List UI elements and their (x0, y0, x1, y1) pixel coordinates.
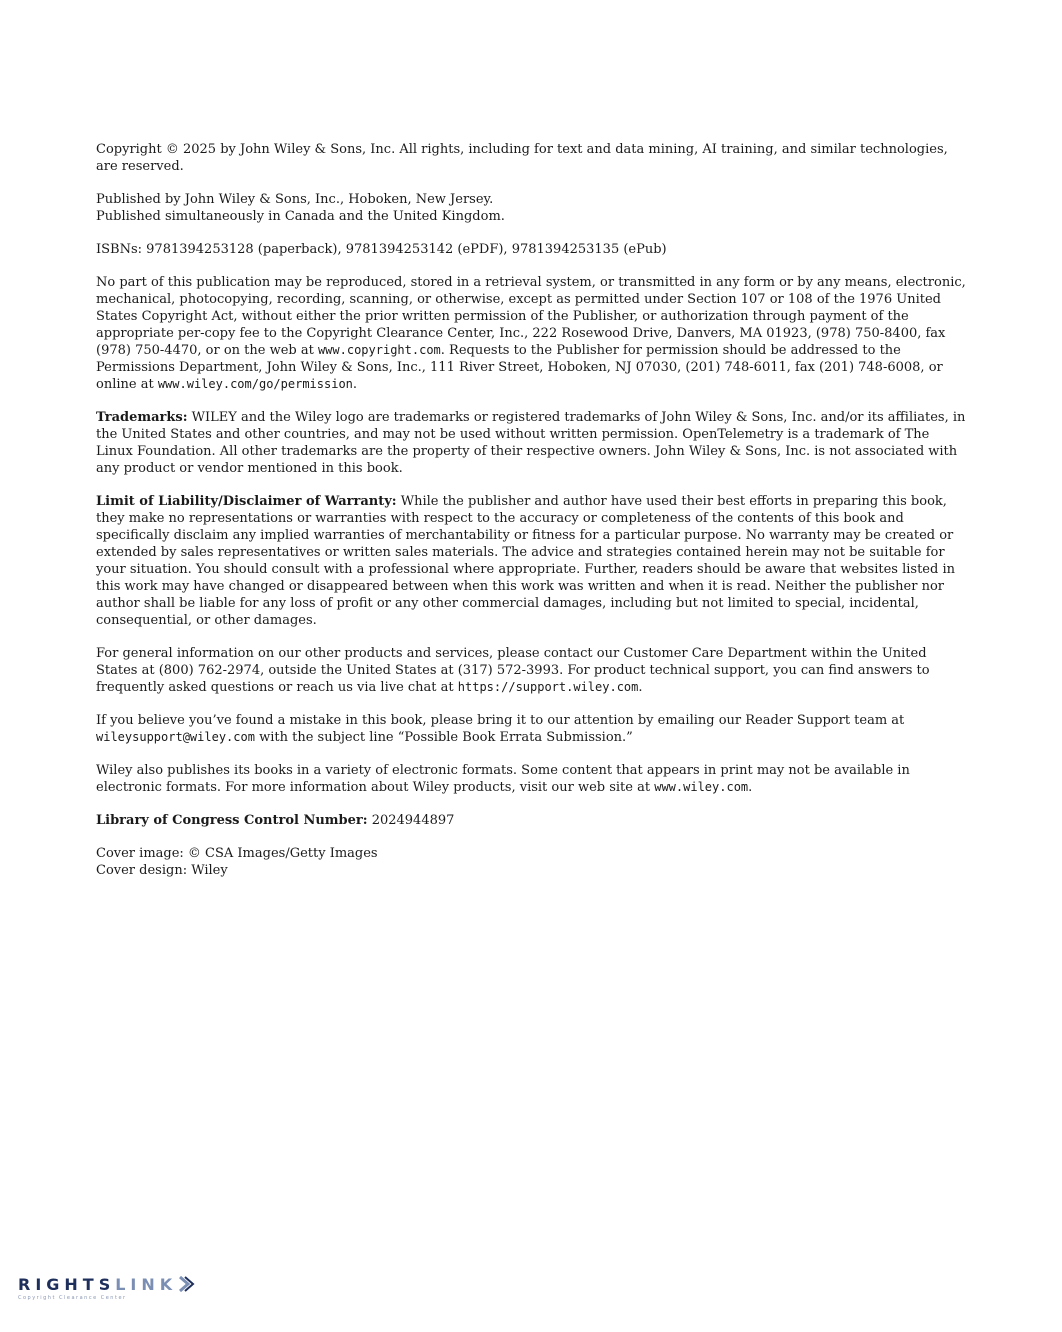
support-email[interactable]: wileysupport@wiley.com (96, 730, 255, 744)
trademarks-paragraph: Trademarks: WILEY and the Wiley logo are trademarks or registered trademarks of John Wiley & Sons, Inc. and/or its affiliates, in the United States and other countries, and may not be used without written permission. OpenTelemetry is a trademark of The Linux Foundation. All other trademarks are the property of their respective owners. John Wiley & Sons, Inc. is not associated with any product or vendor mentioned in this book. (96, 410, 966, 476)
logo-link-text: LINK (115, 1274, 178, 1294)
isbn-line: ISBNs: 9781394253128 (paperback), 9781394253142 (ePDF), 9781394253135 (ePub) (96, 242, 667, 257)
liability-paragraph: Limit of Liability/Disclaimer of Warranty: While the publisher and author have used their best efforts in preparing this book, they make no representations or warranties with respect to the accuracy or completeness of the contents of this book and specifically disclaim any implied warranties of merchantability or fitness for a particular purpose. No warranty may be created or extended by sales representatives or written sales materials. The advice and strategies contained herein may not be suitable for your situation. You should consult with a professional where appropriate. Further, readers should be aware that websites listed in this work may have changed or disappeared between when this work was written and when it is read. Neither the publisher nor author shall be liable for any loss of profit or any other commercial damages, including but not limited to special, incidental, consequential, or other damages. (96, 494, 955, 628)
rightslink-logo (18, 1274, 248, 1304)
support-url[interactable]: https://support.wiley.com (457, 680, 639, 694)
cover-image-credit: Cover image: © CSA Images/Getty Images (96, 846, 378, 861)
formats-paragraph: Wiley also publishes its books in a variety of electronic formats. Some content that appears in print may not be available in electronic formats. For more information about Wiley products, visit our web site at www.wiley.com. (96, 763, 910, 795)
liability-label: Limit of Liability/Disclaimer of Warranty: (96, 494, 397, 509)
cover-design-credit: Cover design: Wiley (96, 863, 228, 878)
errata-paragraph: If you believe you’ve found a mistake in this book, please bring it to our attention by emailing our Reader Support team at wileysupport@wiley.com with the subject line “Possible Book Errata Submission.” (96, 713, 905, 745)
wiley-url[interactable]: www.wiley.com (654, 780, 749, 794)
permissions-paragraph: No part of this publication may be reproduced, stored in a retrieval system, or transmitted in any form or by any means, electronic, mechanical, photocopying, recording, scanning, or otherwise, except as permitted under Section 107 or 108 of the 1976 United States Copyright Act, without either the prior written permission of the Publisher, or authorization through payment of the appropriate per-copy fee to the Copyright Clearance Center, Inc., 222 Rosewood Drive, Danvers, MA 01923, (978) 750-8400, fax (978) 750-4470, or on the web at www.copyright.com. Requests to the Publisher for permission should be addressed to the Permissions Department, John Wiley & Sons, Inc., 111 River Street, Hoboken, NJ 07030, (201) 748-6011, fax (201) 748-6008, or online at www.wiley.com/go/permission. (96, 275, 966, 392)
loc-value: 2024944897 (367, 813, 455, 828)
loc-line (96, 812, 966, 829)
trademarks-label: Trademarks: (96, 410, 188, 425)
permission-url[interactable]: www.wiley.com/go/permission (157, 377, 353, 391)
loc-label: Library of Congress Control Number: (96, 813, 368, 828)
chevron-icon (177, 1274, 195, 1294)
general-info-paragraph: For general information on our other products and services, please contact our Customer Care Department within the United States at (800) 762-2974, outside the United States at (317) 572-3993. For product technical support, you can find answers to frequently asked questions or reach us via live chat at https://support.wiley.com. (96, 646, 930, 695)
copyright-notice: Copyright © 2025 by John Wiley & Sons, Inc. All rights, including for text and data mining, AI training, and similar technologies, are reserved. (96, 142, 948, 174)
publisher-line: Published by John Wiley & Sons, Inc., Hoboken, New Jersey. (96, 192, 494, 207)
copyright-page (96, 141, 966, 879)
logo-subtitle: Copyright Clearance Center (18, 1295, 127, 1301)
copyright-url[interactable]: www.copyright.com (317, 343, 441, 357)
logo-rights-text: RIGHTS (18, 1274, 116, 1294)
simultaneous-publication-line: Published simultaneously in Canada and the United Kingdom. (96, 209, 505, 224)
